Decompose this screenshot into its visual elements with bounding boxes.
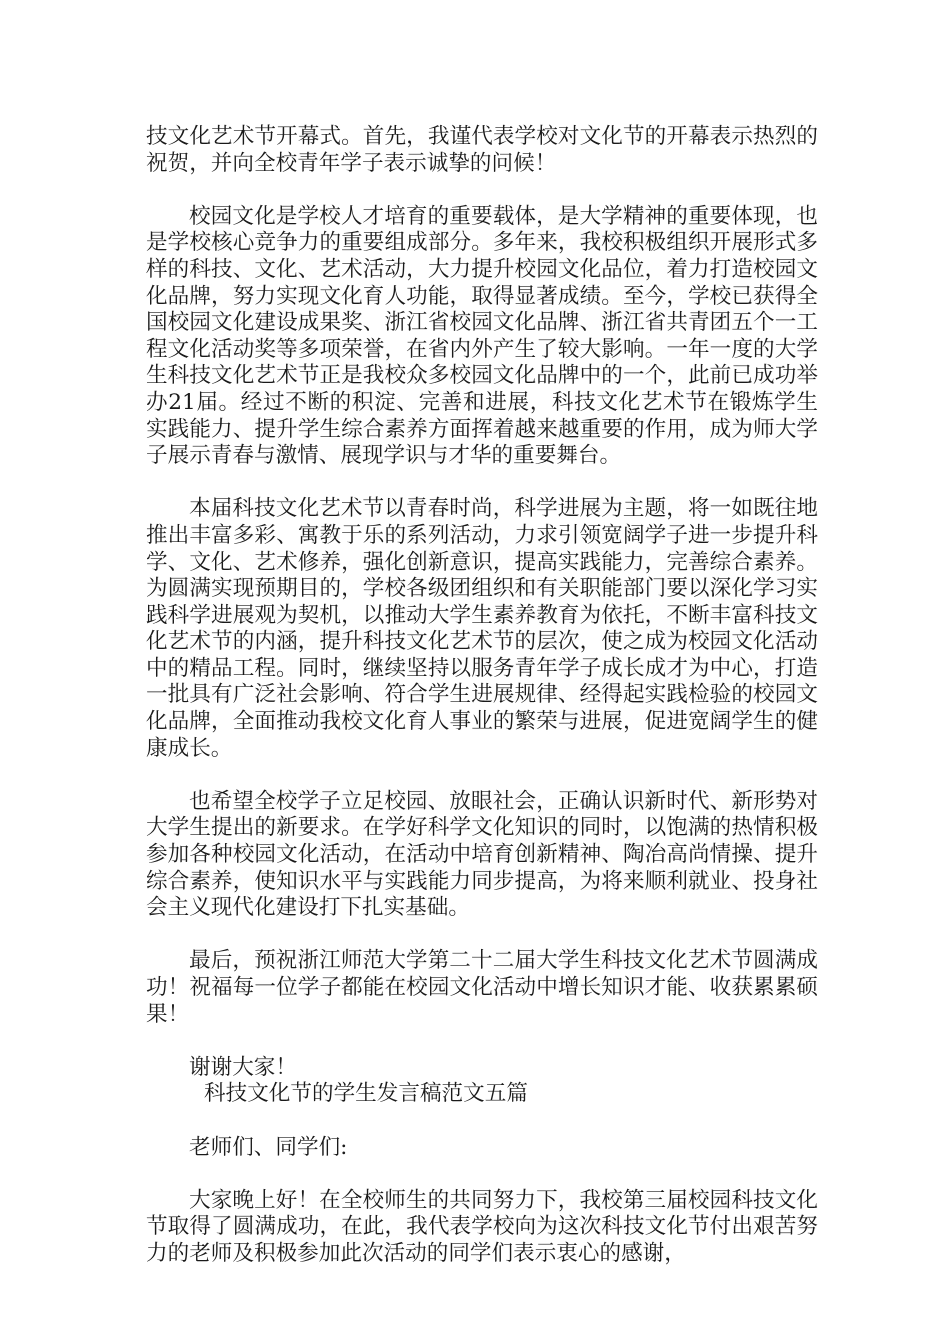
paragraph-festival-theme: 本届科技文化艺术节以青春时尚，科学进展为主题，将一如既往地推出丰富多彩、寓教于乐的系列活动，力求引领宽阔学子进一步提升科学、文化、艺术修养，强化创新意识，提高实践能力，完善综合素养。为圆满实现预期目的，学校各级团组织和有关职能部门要以深化学习实践科学进展观为契机，以推动大学生素养教育为依托，不断丰富科技文化艺术节的内涵，提升科技文化艺术节的层次，使之成为校园文化活动中的精品工程。同时，继续坚持以服务青年学子成长成才为中心，打造一批具有广泛社会影响、符合学生进展规律、经得起实践检验的校园文化品牌，全面推动我校文化育人事业的繁荣与进展，促进宽阔学生的健康成长。 [146,496,818,761]
paragraph-opening-continuation: 技文化艺术节开幕式。首先，我谨代表学校对文化节的开幕表示热烈的祝贺，并向全校青年学子表示诚挚的问候！ [146,124,818,176]
document-body [146,124,818,1268]
greeting-line: 老师们、同学们: [189,1134,348,1160]
paragraph-campus-culture: 校园文化是学校人才培育的重要载体，是大学精神的重要体现，也是学校核心竞争力的重要组成部分。多年来，我校积极组织开展形式多样的科技、文化、艺术活动，大力提升校园文化品位，着力打造校园文化品牌，努力实现文化育人功能，取得显著成绩。至今，学校已获得全国校园文化建设成果奖、浙江省校园文化品牌、浙江省共青团五个一工程文化活动奖等多项荣誉，在省内外产生了较大影响。一年一度的大学生科技文化艺术节正是我校众多校园文化品牌中的一个，此前已成功举办21届。经过不断的积淀、完善和进展，科技文化艺术节在锻炼学生实践能力、提升学生综合素养方面挥着越来越重要的作用，成为师大学子展示青春与激情、展现学识与才华的重要舞台。 [146,203,818,469]
paragraph-wishes: 最后，预祝浙江师范大学第二十二届大学生科技文化艺术节圆满成功！祝福每一位学子都能在校园文化活动中增长知识才能、收获累累硕果！ [146,948,818,1027]
paragraph-evening-greeting: 大家晚上好！在全校师生的共同努力下，我校第三届校园科技文化节取得了圆满成功，在此，我代表学校向为这次科技文化节付出艰苦努力的老师及积极参加此次活动的同学们表示衷心的感谢， [146,1187,818,1266]
paragraph-thanks: 谢谢大家！ [189,1054,297,1080]
section-heading: 科技文化节的学生发言稿范文五篇 [204,1081,528,1107]
paragraph-student-hopes: 也希望全校学子立足校园、放眼社会，正确认识新时代、新形势对大学生提出的新要求。在学好科学文化知识的同时，以饱满的热情积极参加各种校园文化活动，在活动中培育创新精神、陶冶高尚情操、提升综合素养，使知识水平与实践能力同步提高，为将来顺利就业、投身社会主义现代化建设打下扎实基础。 [146,788,818,921]
